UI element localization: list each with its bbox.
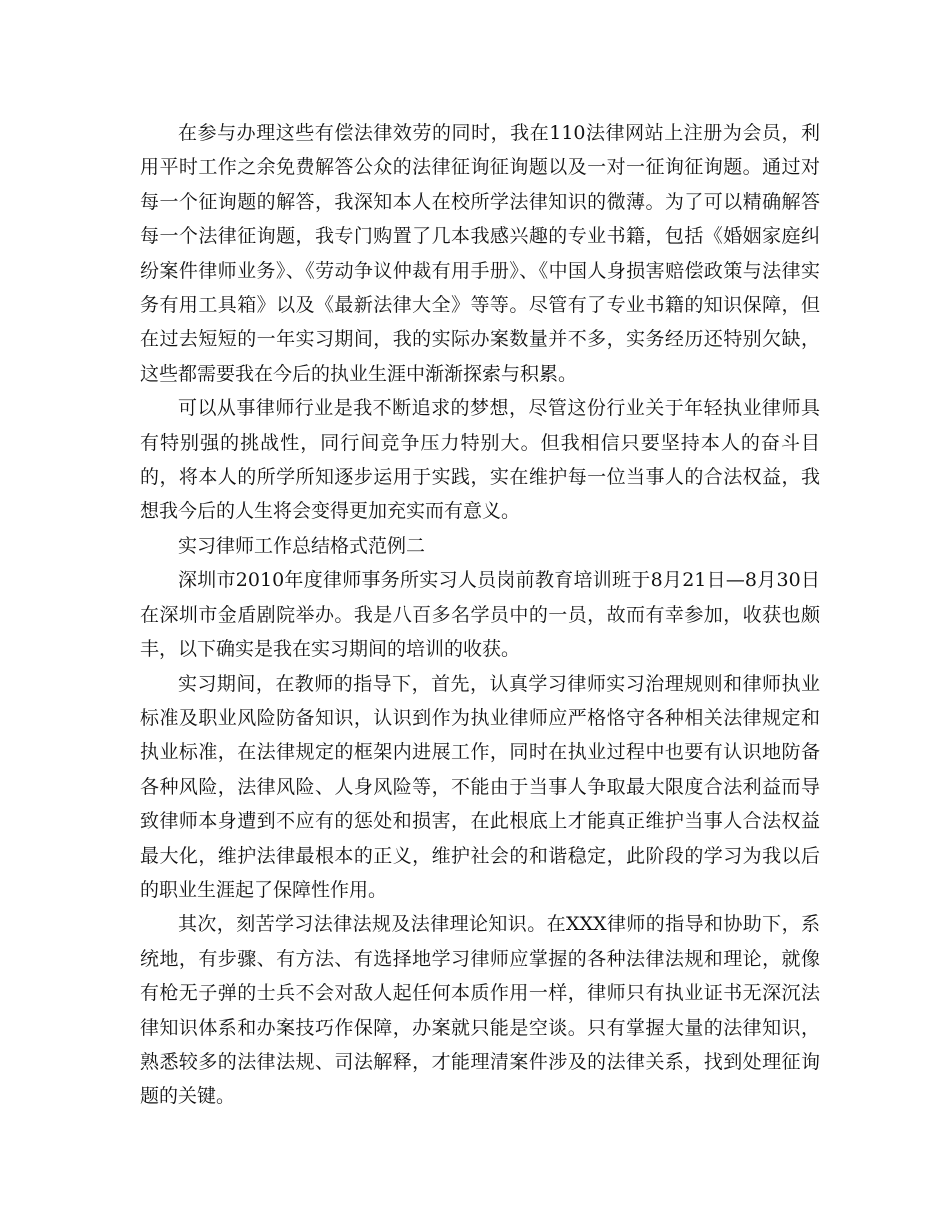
paragraph-internship-rules: 实习期间，在教师的指导下，首先，认真学习律师实习治理规则和律师执业标准及职业风险防备知识，认识到作为执业律师应严格恪守各种相关法律规定和执业标准，在法律规定的框架内进展工作，同时在执业过程中也要有认识地防备各种风险，法律风险、人身风险等，不能由于当事人争取最大限度合法利益而导致律师本身遭到不应有的惩处和损害，在此根底上才能真正维护当事人合法权益最大化，维护法律最根本的正义，维护社会的和谐稳定，此阶段的学习为我以后的职业生涯起了保障性作用。	[140, 672, 820, 901]
document-body	[140, 116, 820, 1114]
paragraph-lawyer-dream: 可以从事律师行业是我不断追求的梦想，尽管这份行业关于年轻执业律师具有特别强的挑战性，同行间竞争压力特别大。但我相信只要坚持本人的奋斗目的，将本人的所学所知逐步运用于实践，实在维护每一位当事人的合法权益，我想我今后的人生将会变得更加充实而有意义。	[140, 397, 820, 523]
section-heading-example-two: 实习律师工作总结格式范例二	[178, 534, 426, 557]
paragraph-paid-legal-services: 在参与办理这些有偿法律效劳的同时，我在110法律网站上注册为会员，利用平时工作之余免费解答公众的法律征询征询题以及一对一征询征询题。通过对每一个征询题的解答，我深知本人在校所学法律知识的微薄。为了可以精确解答每一个法律征询题，我专门购置了几本我感兴趣的专业书籍，包括《婚姻家庭纠纷案件律师业务》、《劳动争议仲裁有用手册》、《中国人身损害赔偿政策与法律实务有用工具箱》以及《最新法律大全》等等。尽管有了专业书籍的知识保障，但在过去短短的一年实习期间，我的实际办案数量并不多，实务经历还特别欠缺，这些都需要我在今后的执业生涯中渐渐探索与积累。	[140, 122, 820, 385]
paragraph-shenzhen-training: 深圳市2010年度律师事务所实习人员岗前教育培训班于8月21日—8月30日在深圳市金盾剧院举办。我是八百多名学员中的一员，故而有幸参加，收获也颇丰，以下确实是我在实习期间的培训的收获。	[140, 569, 820, 661]
paragraph-legal-study: 其次，刻苦学习法律法规及法律理论知识。在XXX律师的指导和协助下，系统地，有步骤、有方法、有选择地学习律师应掌握的各种法律法规和理论，就像有枪无子弹的士兵不会对敌人起任何本质作用一样，律师只有执业证书无深沉法律知识体系和办案技巧作保障，办案就只能是空谈。只有掌握大量的法律知识，熟悉较多的法律法规、司法解释，才能理清案件涉及的法律关系，找到处理征询题的关键。	[140, 913, 820, 1108]
